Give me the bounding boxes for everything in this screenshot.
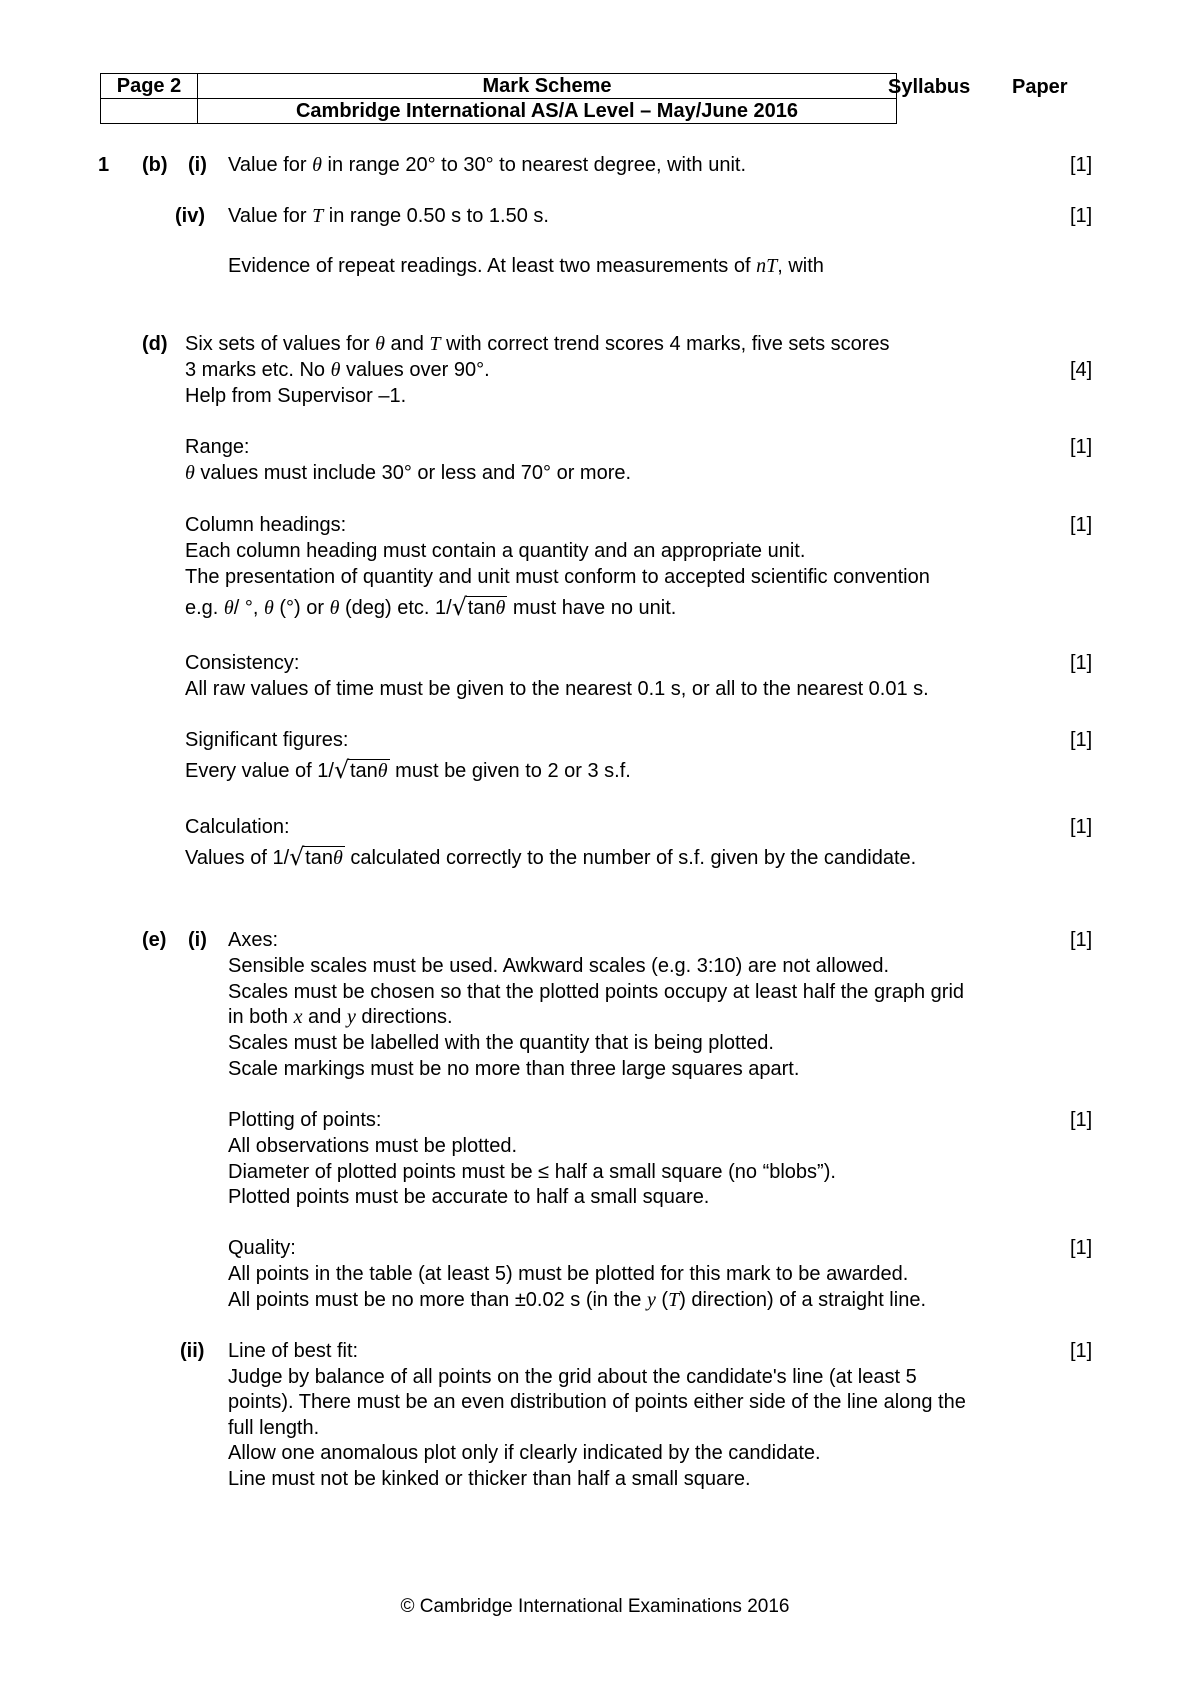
axes-title: Axes: [228, 929, 279, 951]
axes-line3: in both x and y directions. [228, 1006, 453, 1028]
part-e-ii-label: (ii) [180, 1340, 205, 1362]
syllabus-label: Syllabus [888, 76, 971, 98]
range-title: Range: [185, 436, 250, 458]
part-b-iv-label: (iv) [175, 205, 205, 227]
part-d-label: (d) [142, 333, 168, 355]
line-best-fit-mark: [1] [1070, 1340, 1093, 1362]
part-e-i-label: (i) [188, 929, 207, 951]
quality-line1: All points in the table (at least 5) must be plotted for this mark to be awarded. [228, 1263, 909, 1285]
page-subtitle: Cambridge International AS/A Level – May/June 2016 [198, 99, 897, 124]
paper-label: Paper [1012, 76, 1068, 98]
line-best-fit-line4: Allow one anomalous plot only if clearly indicated by the candidate. [228, 1442, 821, 1464]
part-d-line3: Help from Supervisor –1. [185, 385, 407, 407]
column-headings-line1: Each column heading must contain a quantity and an appropriate unit. [185, 540, 806, 562]
calculation-text: Values of 1/ √ tanθ calculated correctly to the number of s.f. given by the candidate. [185, 843, 917, 871]
part-b-iv-mark: [1] [1070, 205, 1093, 227]
part-b-evidence-text: Evidence of repeat readings. At least two measurements of nT, with [228, 255, 824, 277]
part-d-line1: Six sets of values for θ and T with correct trend scores 4 marks, five sets scores [185, 333, 890, 355]
plotting-mark: [1] [1070, 1109, 1093, 1131]
axes-line2: Scales must be chosen so that the plotted points occupy at least half the graph grid [228, 981, 965, 1003]
plotting-title: Plotting of points: [228, 1109, 382, 1131]
line-best-fit-line5: Line must not be kinked or thicker than half a small square. [228, 1468, 751, 1490]
quality-line2: All points must be no more than ±0.02 s (in the y (T) direction) of a straight line. [228, 1289, 926, 1311]
part-b-i-text: Value for θ in range 20° to 30° to nearest degree, with unit. [228, 154, 746, 176]
line-best-fit-line1: Judge by balance of all points on the grid about the candidate's line (at least 5 [228, 1366, 917, 1388]
part-b-i-label: (i) [188, 154, 207, 176]
footer-copyright: © Cambridge International Examinations 2016 [400, 1596, 790, 1617]
part-b-iv-text: Value for T in range 0.50 s to 1.50 s. [228, 205, 549, 227]
header-table [100, 73, 897, 124]
column-headings-line2: The presentation of quantity and unit must conform to accepted scientific convention [185, 566, 930, 588]
question-number: 1 [98, 154, 110, 176]
quality-title: Quality: [228, 1237, 296, 1259]
range-mark: [1] [1070, 436, 1093, 458]
plotting-line3: Plotted points must be accurate to half a small square. [228, 1186, 710, 1208]
sig-figs-text: Every value of 1/ √ tanθ must be given to 2 or 3 s.f. [185, 756, 631, 784]
axes-line4: Scales must be labelled with the quantity that is being plotted. [228, 1032, 774, 1054]
plotting-line2: Diameter of plotted points must be ≤ half a small square (no “blobs”). [228, 1161, 836, 1183]
calculation-title: Calculation: [185, 816, 290, 838]
part-d-mark: [4] [1070, 359, 1093, 381]
consistency-mark: [1] [1070, 652, 1093, 674]
part-e-label: (e) [142, 929, 167, 951]
calculation-mark: [1] [1070, 816, 1093, 838]
sig-figs-mark: [1] [1070, 729, 1093, 751]
axes-line5: Scale markings must be no more than three large squares apart. [228, 1058, 800, 1080]
consistency-text: All raw values of time must be given to the nearest 0.1 s, or all to the nearest 0.01 s. [185, 678, 929, 700]
column-headings-title: Column headings: [185, 514, 347, 536]
part-b-i-mark: [1] [1070, 154, 1093, 176]
consistency-title: Consistency: [185, 652, 300, 674]
page-title: Mark Scheme [198, 74, 897, 99]
page-number: Page 2 [101, 74, 198, 99]
axes-mark: [1] [1070, 929, 1093, 951]
part-b-label: (b) [142, 154, 168, 176]
sig-figs-title: Significant figures: [185, 729, 349, 751]
part-d-line2: 3 marks etc. No θ values over 90°. [185, 359, 490, 381]
quality-mark: [1] [1070, 1237, 1093, 1259]
line-best-fit-title: Line of best fit: [228, 1340, 359, 1362]
line-best-fit-line2: points). There must be an even distribution of points either side of the line along the [228, 1391, 966, 1413]
line-best-fit-line3: full length. [228, 1417, 320, 1439]
column-headings-mark: [1] [1070, 514, 1093, 536]
range-text: θ values must include 30° or less and 70° or more. [185, 462, 632, 484]
column-headings-example: e.g. θ/ °, θ (°) or θ (deg) etc. 1/ √ tanθ must have no unit. [185, 593, 677, 621]
plotting-line1: All observations must be plotted. [228, 1135, 518, 1157]
axes-line1: Sensible scales must be used. Awkward scales (e.g. 3:10) are not allowed. [228, 955, 890, 977]
